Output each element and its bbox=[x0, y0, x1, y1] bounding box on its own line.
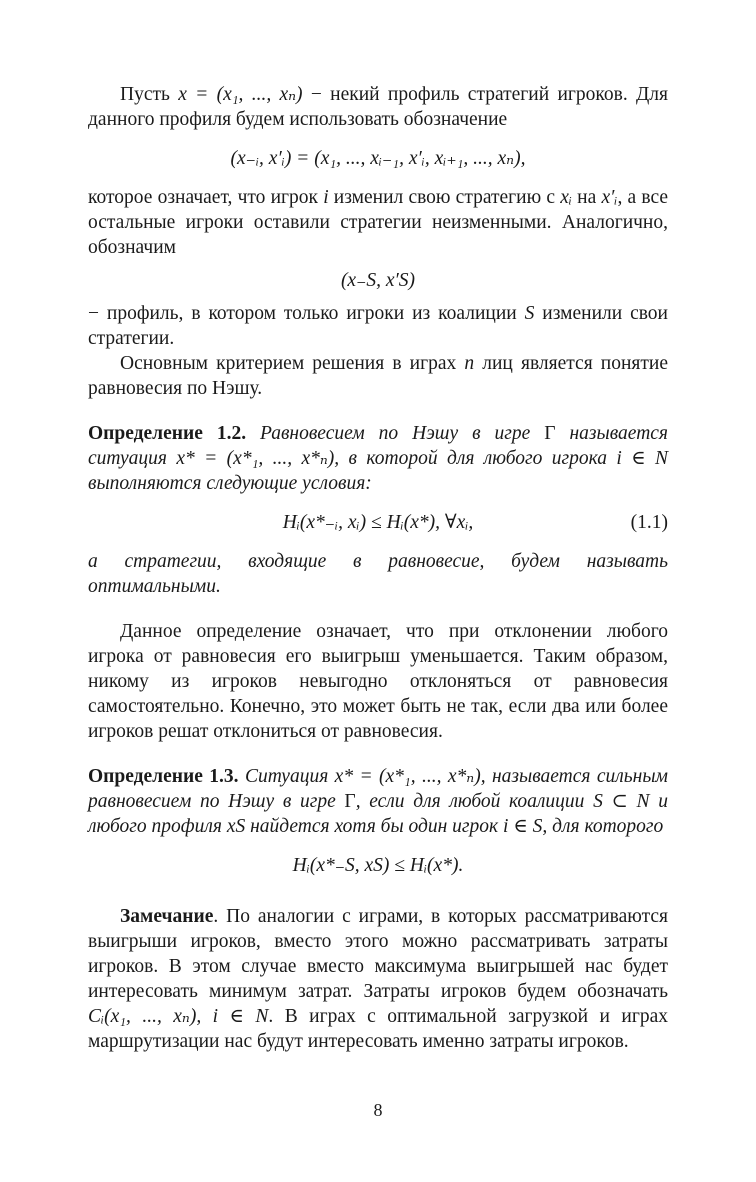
remark-heading: Замечание bbox=[120, 906, 214, 927]
paragraph-criterion: Основным критерием решения в играх n лиц является понятие равновесия по Нэшу. bbox=[88, 353, 668, 399]
definition-1-3-heading: Определение 1.3. bbox=[88, 766, 239, 787]
formula-strong-nash: Hᵢ(x*₋S, xS) ≤ Hᵢ(x*). bbox=[292, 855, 464, 876]
definition-1-2-tail: а стратегии, входящие в равновесие, будем называть оптимальными. bbox=[88, 551, 668, 597]
page-body bbox=[88, 82, 668, 1054]
math-profile: x = (x₁, ..., xₙ) bbox=[178, 84, 303, 105]
page-number: 8 bbox=[373, 1100, 383, 1120]
paragraph-profile: Пусть x = (x₁, ..., xₙ) − некий профиль стратегий игроков. Для данного профиля будем использовать обозначение bbox=[88, 84, 669, 130]
definition-1-2: Определение 1.2. Равновесием по Нэшу в игре Γ называется ситуация x* = (x*₁, ..., x*ₙ), в которой для любого игрока i ∈ N выполняются следующие условия: bbox=[88, 423, 669, 494]
formula-nash-condition: Hᵢ(x*₋ᵢ, xᵢ) ≤ Hᵢ(x*), ∀xᵢ, (1.1) bbox=[282, 512, 668, 533]
paragraph-deviation-explain: которое означает, что игрок i изменил свою стратегию с xᵢ на x′ᵢ, а все остальные игроки оставили стратегии неизменными. Аналогично, обозначим bbox=[88, 187, 669, 258]
remark-paragraph: Замечание. По аналогии с играми, в которых рассматриваются выигрыши игроков, вместо этого можно рассматривать затраты игроков. В этом случае вместо максимума выигрышей нас будет интересовать минимум затрат. Затраты игроков будем обозначать Cᵢ(x₁, ..., xₙ), i ∈ N. В играх с оптимальной загрузкой и играх маршрутизации нас будут интересовать именно затраты игроков. bbox=[88, 906, 668, 1052]
paragraph-coalition: − профиль, в котором только игроки из коалиции S изменили свои стратегии. bbox=[88, 303, 668, 349]
formula-deviation: (x₋ᵢ, x′ᵢ) = (x₁, ..., xᵢ₋₁, x′ᵢ, xᵢ₊₁, ..., xₙ), bbox=[230, 148, 526, 169]
definition-1-2-heading: Определение 1.2. bbox=[88, 423, 247, 444]
equation-number: (1.1) bbox=[630, 512, 668, 533]
paragraph-definition-meaning: Данное определение означает, что при отклонении любого игрока от равновесия его выигрыш уменьшается. Таким образом, никому из игроков невыгодно отклоняться от равновесия самостоятельно. Конечно, это может быть не так, если два или более игроков решат отклониться от равновесия. bbox=[88, 621, 668, 742]
formula-coalition-deviation: (x₋S, x′S) bbox=[340, 270, 416, 291]
definition-1-3: Определение 1.3. Ситуация x* = (x*₁, ..., x*ₙ), называется сильным равновесием по Нэшу в игре Γ, если для любой коалиции S ⊂ N и любого профиля xS найдется хотя бы один игрок i ∈ S, для которого bbox=[88, 766, 668, 837]
